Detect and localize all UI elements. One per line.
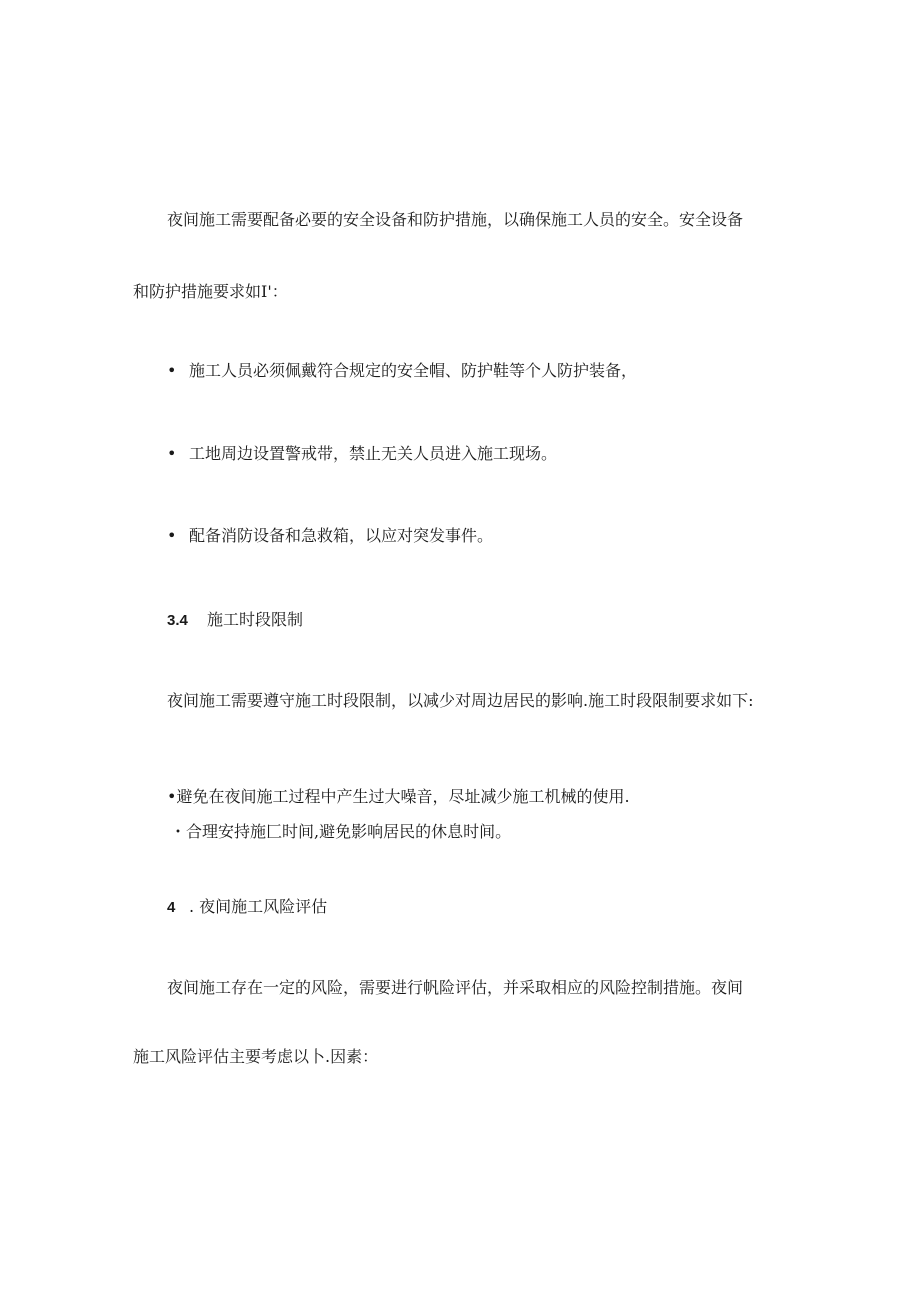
paragraph-line: 夜间施工存在一定的风险，需要进行帆险评估，并采取相应的风险控制措施。夜间 [167,978,744,997]
list-item: •避免在夜间施工过程中产生过大噪音，尽址减少施工机械的使用. [167,787,630,806]
list-item [167,361,637,381]
section-title: 施工时段限制 [207,610,304,629]
list-item-text: 施工人员必须佩戴符合规定的安全帽、防护鞋等个人防护装备， [189,361,638,380]
section-number: 3.4 [167,612,188,629]
list-item: ・合理安持施匚时间,避免影响居民的休息时间。 [170,822,512,841]
paragraph-line: 夜间施工需要遵守施工时段限制，以减少对周边居民的影响.施工时段限制要求如下: [167,691,754,710]
section-heading [167,897,327,918]
list-item [167,526,493,546]
paragraph-line: 和防护措施要求如I'： [133,282,288,301]
section-title: . 夜间施工风险评估 [189,897,328,916]
section-heading [167,610,303,631]
bullet-icon: • [167,526,177,545]
list-item-text: 配备消防设备和急救箱，以应对突发事件。 [189,526,494,545]
list-item-text: 工地周边设置警戒带，禁止无关人员进入施工现场。 [189,444,558,463]
bullet-icon: • [167,361,177,380]
bullet-icon: • [167,444,177,463]
paragraph-line: 施工风险评估主要考虑以卜.因素： [133,1047,379,1066]
paragraph-line: 夜间施工需要配备必要的安全设备和防护措施，以确保施工人员的安全。安全设备 [167,210,744,229]
list-item [167,444,557,464]
section-number: 4 [167,899,176,916]
